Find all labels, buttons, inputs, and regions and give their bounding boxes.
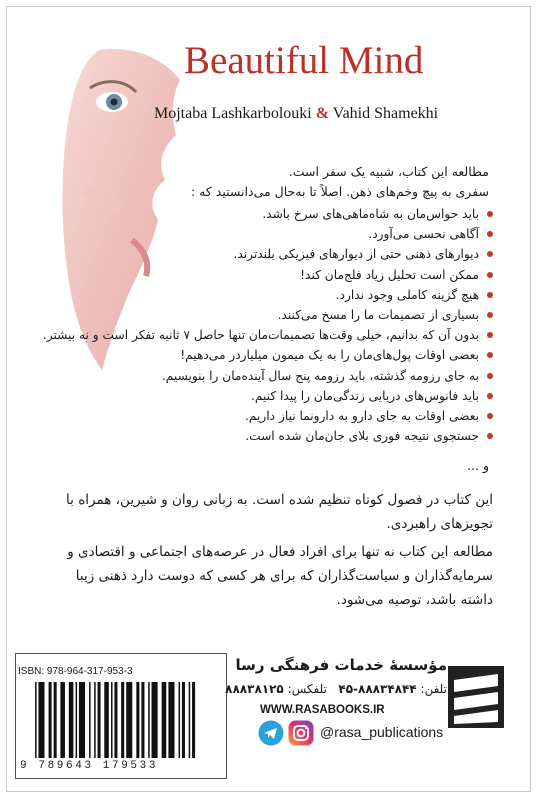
fax-number: ۸۸۸۳۸۱۲۵ — [225, 682, 284, 696]
barcode-bar — [148, 682, 150, 758]
bullet-dot-icon — [487, 433, 493, 439]
phone-label: تلفن: — [420, 682, 447, 696]
website-link[interactable]: WWW.RASABOOKS.IR — [260, 704, 385, 716]
barcode-bar — [104, 682, 109, 758]
bullet-dot-icon — [487, 272, 493, 278]
barcode-bar — [79, 682, 85, 758]
barcode-digits: 9 789643 179533 — [20, 760, 159, 772]
barcode-bar — [98, 682, 101, 758]
list-item-text: باید حواس‌مان به شاه‌ماهی‌های سرخ باشد. — [262, 207, 479, 221]
phone-number: ۸۸۸۳۴۸۴۴-۴۵ — [338, 682, 417, 696]
list-item-text: بدون آن که بدانیم، خیلی وقت‌ها تصمیمات‌مان تنها حاصل ۷ ثانیه تفکر است و نه بیشتر. — [42, 328, 479, 343]
barcode-bar — [126, 682, 132, 758]
barcode-bar — [168, 682, 174, 758]
list-item — [63, 224, 493, 244]
publisher-logo-icon — [448, 666, 504, 728]
telegram-icon[interactable] — [258, 720, 284, 746]
barcode-bar — [141, 682, 144, 758]
barcode-bar — [49, 682, 52, 758]
description-paragraph: این کتاب در فصول کوتاه تنظیم شده است. به زبانی روان و شیرین، همراه با تجویزهای راهبردی. — [66, 492, 493, 532]
fax-label: تلفکس: — [287, 682, 327, 696]
barcode-bar — [89, 682, 91, 758]
list-item — [63, 345, 493, 365]
list-item — [63, 305, 493, 325]
list-item-text: بعضی اوقات به جای دارو به دارونما نیاز داریم. — [245, 408, 479, 423]
list-item — [63, 265, 493, 285]
isbn-label: ISBN: 978-964-317-953-3 — [18, 666, 133, 677]
list-item-text: جستجوی نتیجه فوری بلای جان‌مان شده است. — [245, 429, 479, 444]
barcode-bar — [60, 682, 65, 758]
list-item — [63, 366, 493, 386]
list-item — [63, 386, 493, 406]
bullet-dot-icon — [487, 332, 493, 338]
list-item-text: به جای رزومه گذشته، باید رزومه پنج سال آینده‌مان را بنویسیم. — [161, 368, 479, 383]
list-item-text: بسیاری از تصمیمات ما را مسخ می‌کنند. — [277, 307, 479, 322]
book-title: Beautiful Mind — [184, 39, 424, 82]
recommendation-paragraph: مطالعه این کتاب نه تنها برای افراد فعال در عرصه‌های اجتماعی و اقتصادی و سرمایه‌گذاران و سیاست‌گذاران که برای هر کسی که دوست دارد ذهنی زیبا داشته باشد، توصیه می‌شود. — [67, 544, 493, 608]
barcode-bar — [54, 682, 57, 758]
bullet-list — [42, 204, 493, 446]
barcode-bar — [111, 682, 113, 758]
list-item-text: ممکن است تحلیل زیاد فلج‌مان کند! — [300, 267, 479, 282]
list-item-text: دیوارهای ذهنی حتی از دیوارهای فیزیکی بلندترند. — [233, 247, 479, 262]
author-name: Vahid Shamekhi — [332, 105, 439, 122]
instagram-icon[interactable] — [288, 720, 314, 746]
social-handle[interactable]: @rasa_publications — [320, 724, 444, 740]
barcode-bar — [136, 682, 139, 758]
publisher-name: مؤسسهٔ خدمات فرهنگی رسا — [235, 656, 447, 674]
bullet-dot-icon — [487, 251, 493, 257]
list-item — [42, 325, 493, 345]
intro-line: سفری به پیچ وخم‌های ذهن. اصلاً تا به‌حال می‌دانستید که : — [190, 184, 489, 199]
barcode-bars — [30, 682, 214, 758]
bullet-dot-icon — [487, 312, 493, 318]
barcode-bar — [162, 682, 167, 758]
etc-text: و ... — [467, 458, 489, 473]
barcode-bar — [121, 682, 124, 758]
barcode-bar — [76, 682, 78, 758]
list-item — [63, 244, 493, 264]
barcode-bar — [38, 682, 44, 758]
bullet-dot-icon — [487, 231, 493, 237]
barcode-bar — [182, 682, 185, 758]
barcode-bar — [152, 682, 158, 758]
barcode-bar — [94, 682, 96, 758]
intro-line: مطالعه این کتاب، شبیه یک سفر است. — [288, 164, 489, 179]
intro-text — [169, 162, 489, 202]
barcode-bar — [192, 682, 195, 758]
bullet-dot-icon — [487, 352, 493, 358]
barcode-bar — [189, 682, 191, 758]
list-item-text: باید فانوس‌های دریایی زندگی‌مان را پیدا کنیم. — [251, 388, 479, 403]
barcode-bar — [35, 682, 37, 758]
list-item — [63, 285, 493, 305]
bullet-dot-icon — [487, 393, 493, 399]
list-item-text: هیچ گزینه کاملی وجود ندارد. — [335, 287, 479, 302]
bullet-dot-icon — [487, 292, 493, 298]
bullet-dot-icon — [487, 413, 493, 419]
author-name: Mojtaba Lashkarbolouki — [154, 105, 312, 122]
author-separator: & — [315, 105, 330, 122]
barcode-bar — [179, 682, 181, 758]
barcode-bar — [69, 682, 74, 758]
list-item — [63, 204, 493, 224]
bullet-dot-icon — [487, 211, 493, 217]
authors-line — [154, 105, 438, 123]
list-item — [63, 426, 493, 446]
list-item-text: آگاهی نحسی می‌آورد. — [368, 227, 479, 242]
list-item — [63, 406, 493, 426]
publisher-contact — [225, 682, 447, 696]
bullet-dot-icon — [487, 373, 493, 379]
list-item-text: بعضی اوقات پول‌های‌مان را به یک میمون میلیاردر می‌دهیم! — [180, 348, 479, 363]
barcode-bar — [114, 682, 117, 758]
